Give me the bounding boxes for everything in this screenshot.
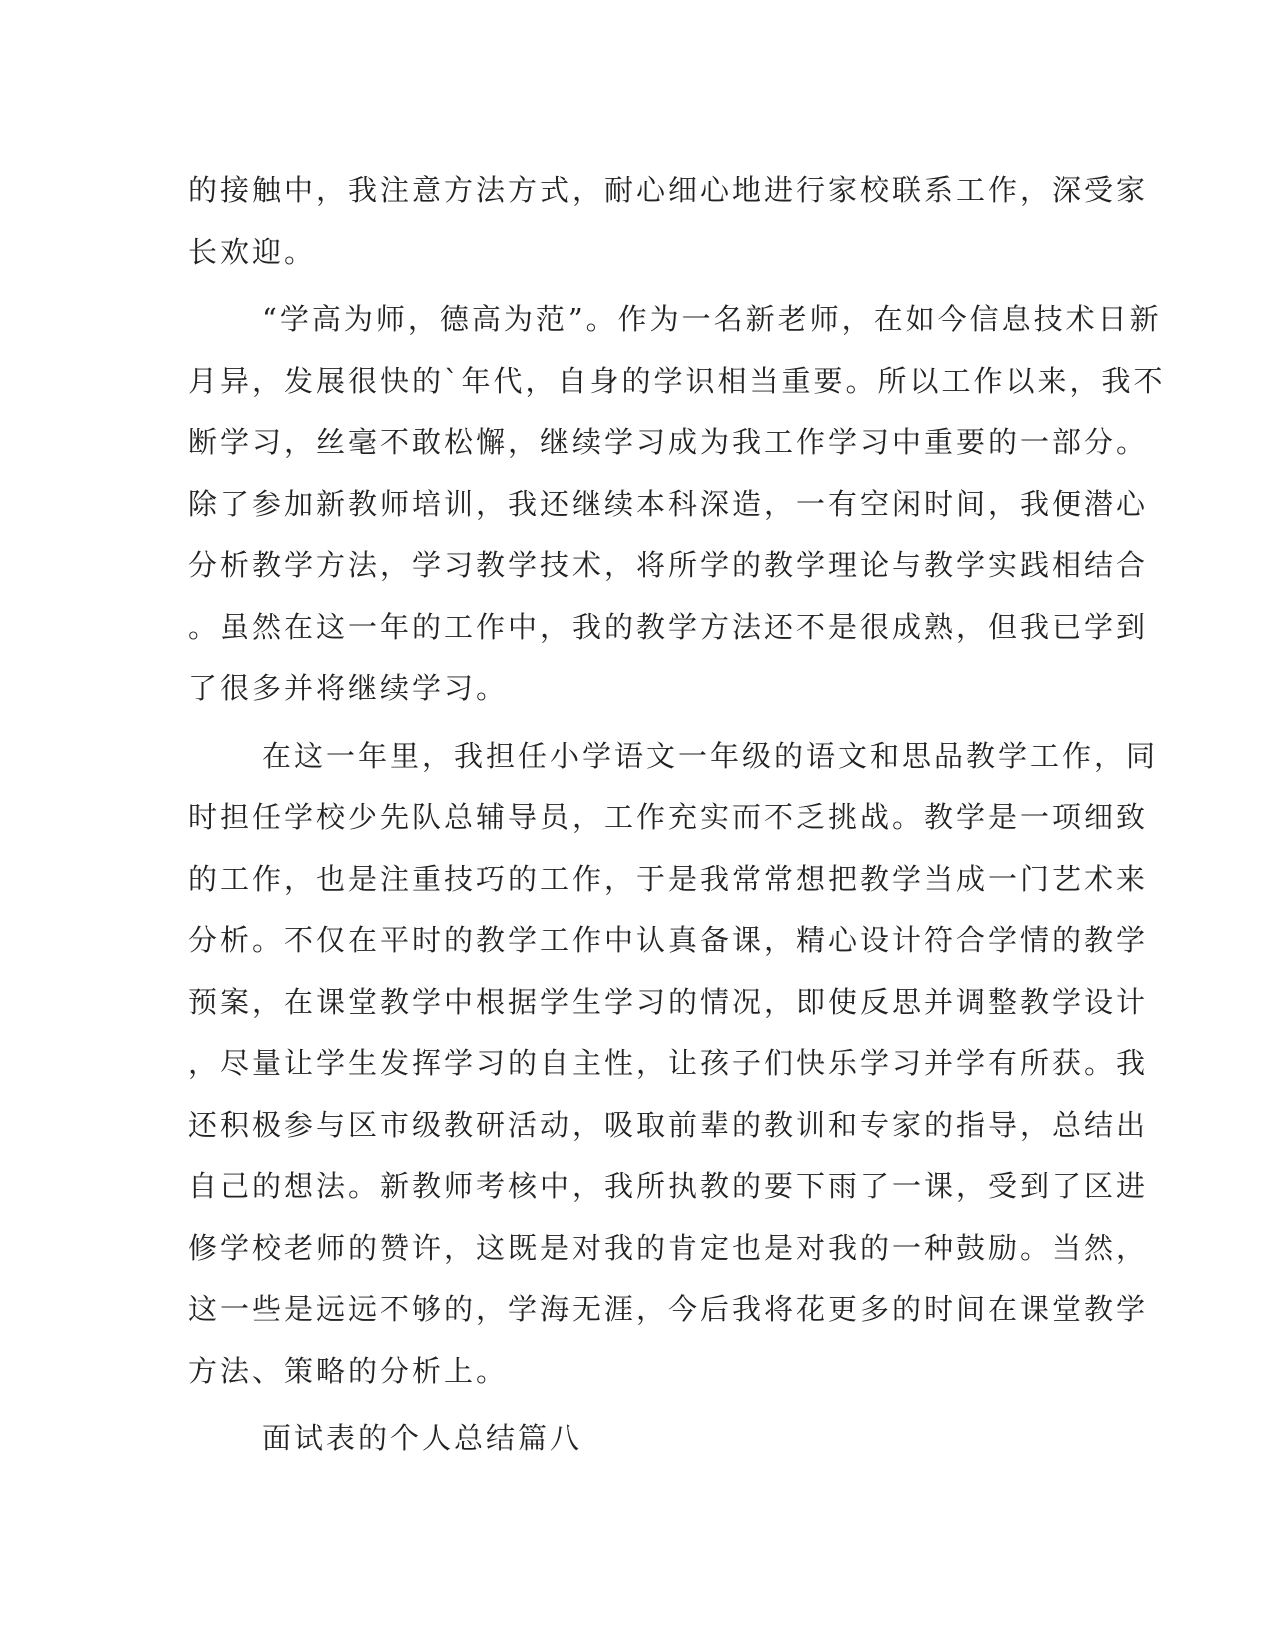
text-line: 还积极参与区市级教研活动，吸取前辈的教训和专家的指导，总结出 xyxy=(188,1107,1149,1142)
text-line: 月异，发展很快的`年代，自身的学识相当重要。所以工作以来，我不 xyxy=(188,363,1166,398)
text-line: 修学校老师的赞许，这既是对我的肯定也是对我的一种鼓励。当然， xyxy=(188,1230,1149,1265)
text-line: 。虽然在这一年的工作中，我的教学方法还不是很成熟，但我已学到 xyxy=(188,609,1149,644)
text-line: 了很多并将继续学习。 xyxy=(188,671,509,705)
text-line: 时担任学校少先队总辅导员，工作充实而不乏挑战。教学是一项细致 xyxy=(188,800,1149,834)
text-line: 预案，在课堂教学中根据学生学习的情况，即使反思并调整教学设计 xyxy=(188,984,1149,1019)
text-line: ，尽量让学生发挥学习的自主性，让孩子们快乐学习并学有所获。我 xyxy=(188,1046,1149,1080)
text-line: 这一些是远远不够的，学海无涯，今后我将花更多的时间在课堂教学 xyxy=(188,1292,1149,1326)
text-line: 在这一年里，我担任小学语文一年级的语文和思品教学工作，同 xyxy=(262,738,1159,773)
text-line: 的工作，也是注重技巧的工作，于是我常常想把教学当成一门艺术来 xyxy=(188,861,1149,896)
section-heading: 面试表的个人总结篇八 xyxy=(262,1421,583,1455)
document-body xyxy=(188,160,1166,1470)
text-line: 长欢迎。 xyxy=(188,234,317,269)
text-line: “学高为师，德高为范”。作为一名新老师，在如今信息技术日新 xyxy=(262,302,1162,336)
paragraph xyxy=(188,289,1166,720)
paragraph xyxy=(188,726,1159,1403)
text-line: 断学习，丝毫不敢松懈，继续学习成为我工作学习中重要的一部分。 xyxy=(188,425,1149,459)
text-line: 自己的想法。新教师考核中，我所执教的要下雨了一课，受到了区进 xyxy=(188,1169,1149,1203)
text-line: 除了参加新教师培训，我还继续本科深造，一有空闲时间，我便潜心 xyxy=(188,486,1149,521)
text-line: 分析教学方法，学习教学技术，将所学的教学理论与教学实践相结合 xyxy=(188,548,1149,582)
text-line: 的接触中，我注意方法方式，耐心细心地进行家校联系工作，深受家 xyxy=(188,173,1149,207)
paragraph xyxy=(188,160,1149,283)
text-line: 分析。不仅在平时的教学工作中认真备课，精心设计符合学情的教学 xyxy=(188,923,1149,957)
text-line: 方法、策略的分析上。 xyxy=(188,1353,509,1388)
